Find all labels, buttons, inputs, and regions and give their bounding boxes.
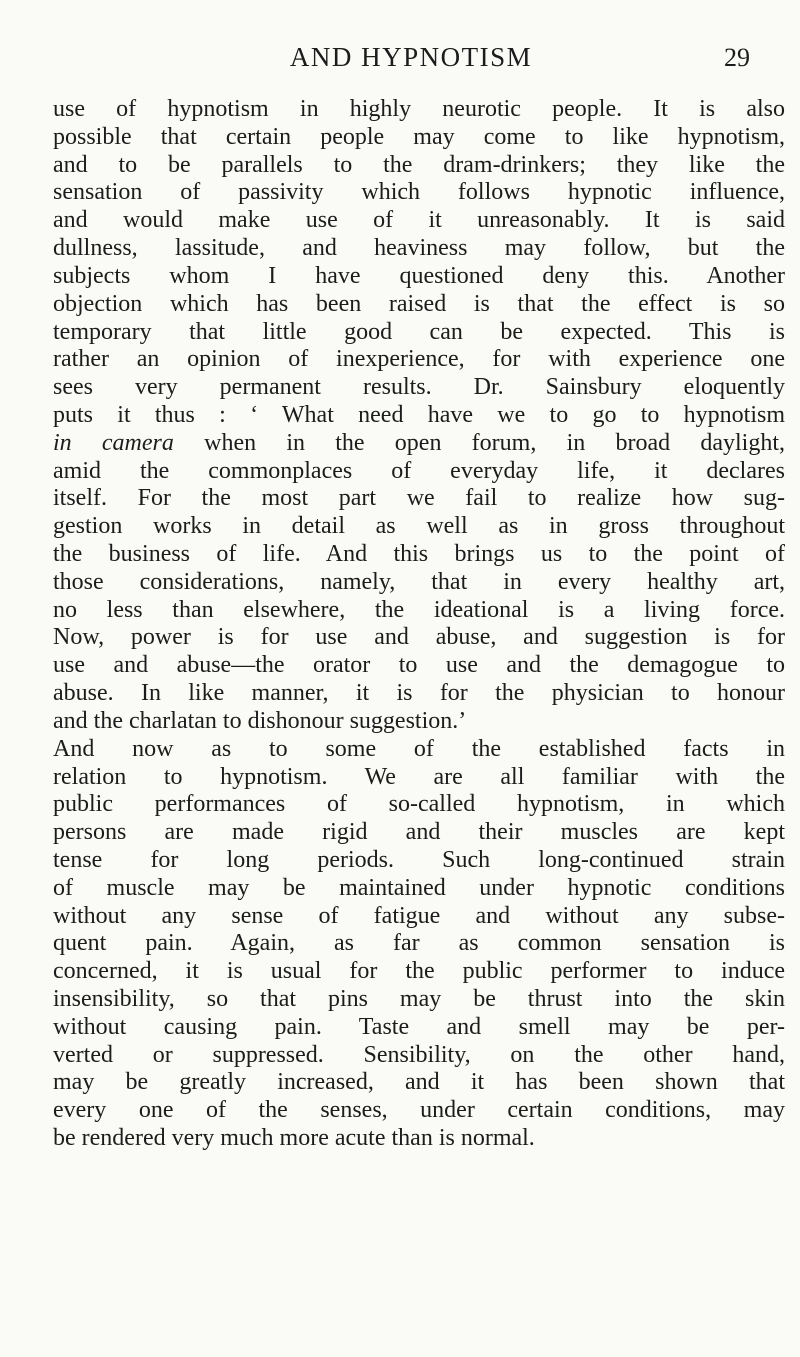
page-number: 29	[724, 43, 750, 72]
text-line-with-italic	[53, 430, 785, 458]
text-line: every one of the senses, under certain conditions, may	[53, 1097, 785, 1124]
text-line: without causing pain. Taste and smell may be per-	[53, 1013, 785, 1040]
text-line: possible that certain people may come to like hypnotism,	[53, 123, 785, 150]
text-line: temporary that little good can be expected. This is	[53, 318, 785, 345]
text-line: without any sense of fatigue and without any subse-	[53, 902, 785, 929]
text-line: and would make use of it unreasonably. It is said	[53, 207, 785, 234]
italic-phrase: in camera	[53, 429, 174, 456]
text-line: tense for long periods. Such long-continued strain	[53, 846, 785, 873]
body-text	[53, 96, 785, 1153]
text-line-rest: when in the open forum, in broad daylight,	[204, 429, 785, 456]
text-line: subjects whom I have questioned deny this. Another	[53, 262, 785, 289]
text-line: insensibility, so that pins may be thrust into the skin	[53, 986, 785, 1012]
text-line: of muscle may be maintained under hypnotic conditions	[53, 874, 785, 901]
text-line: puts it thus : ‘ What need have we to go to hypnotism	[53, 401, 785, 428]
text-line: amid the commonplaces of everyday life, it declares	[53, 457, 785, 484]
text-line: use of hypnotism in highly neurotic people. It is also	[53, 96, 785, 122]
text-line: be rendered very much more acute than is normal.	[53, 1125, 535, 1152]
running-title: AND HYPNOTISM	[289, 42, 533, 72]
text-line: dullness, lassitude, and heaviness may follow, but the	[53, 235, 785, 262]
text-line: rather an opinion of inexperience, for with experience one	[53, 346, 785, 373]
text-line: sensation of passivity which follows hypnotic influence,	[53, 179, 785, 206]
text-line: verted or suppressed. Sensibility, on the other hand,	[53, 1041, 785, 1068]
text-line: gestion works in detail as well as in gross throughout	[53, 513, 785, 540]
text-line: those considerations, namely, that in every healthy art,	[53, 568, 785, 595]
text-line: quent pain. Again, as far as common sensation is	[53, 930, 785, 957]
text-line: concerned, it is usual for the public performer to induce	[53, 958, 785, 985]
text-line: Now, power is for use and abuse, and suggestion is for	[53, 624, 785, 651]
text-line: use and abuse—the orator to use and the demagogue to	[53, 652, 785, 679]
text-line: and to be parallels to the dram-drinkers; they like the	[53, 151, 785, 178]
text-line: and the charlatan to dishonour suggestion.’	[53, 707, 467, 734]
text-line: may be greatly increased, and it has been shown that	[53, 1069, 785, 1096]
text-line: persons are made rigid and their muscles are kept	[53, 819, 785, 846]
text-line: no less than elsewhere, the ideational is a living force.	[53, 596, 785, 623]
text-line: sees very permanent results. Dr. Sainsbury eloquently	[53, 374, 785, 401]
text-line: And now as to some of the established facts in	[53, 735, 785, 762]
text-line: relation to hypnotism. We are all familiar with the	[53, 763, 785, 790]
text-line: itself. For the most part we fail to realize how sug-	[53, 485, 785, 512]
text-line: abuse. In like manner, it is for the physician to honour	[53, 680, 785, 707]
text-line: the business of life. And this brings us to the point of	[53, 541, 785, 567]
text-line: objection which has been raised is that the effect is so	[53, 290, 785, 317]
text-line: public performances of so-called hypnotism, in which	[53, 791, 785, 818]
